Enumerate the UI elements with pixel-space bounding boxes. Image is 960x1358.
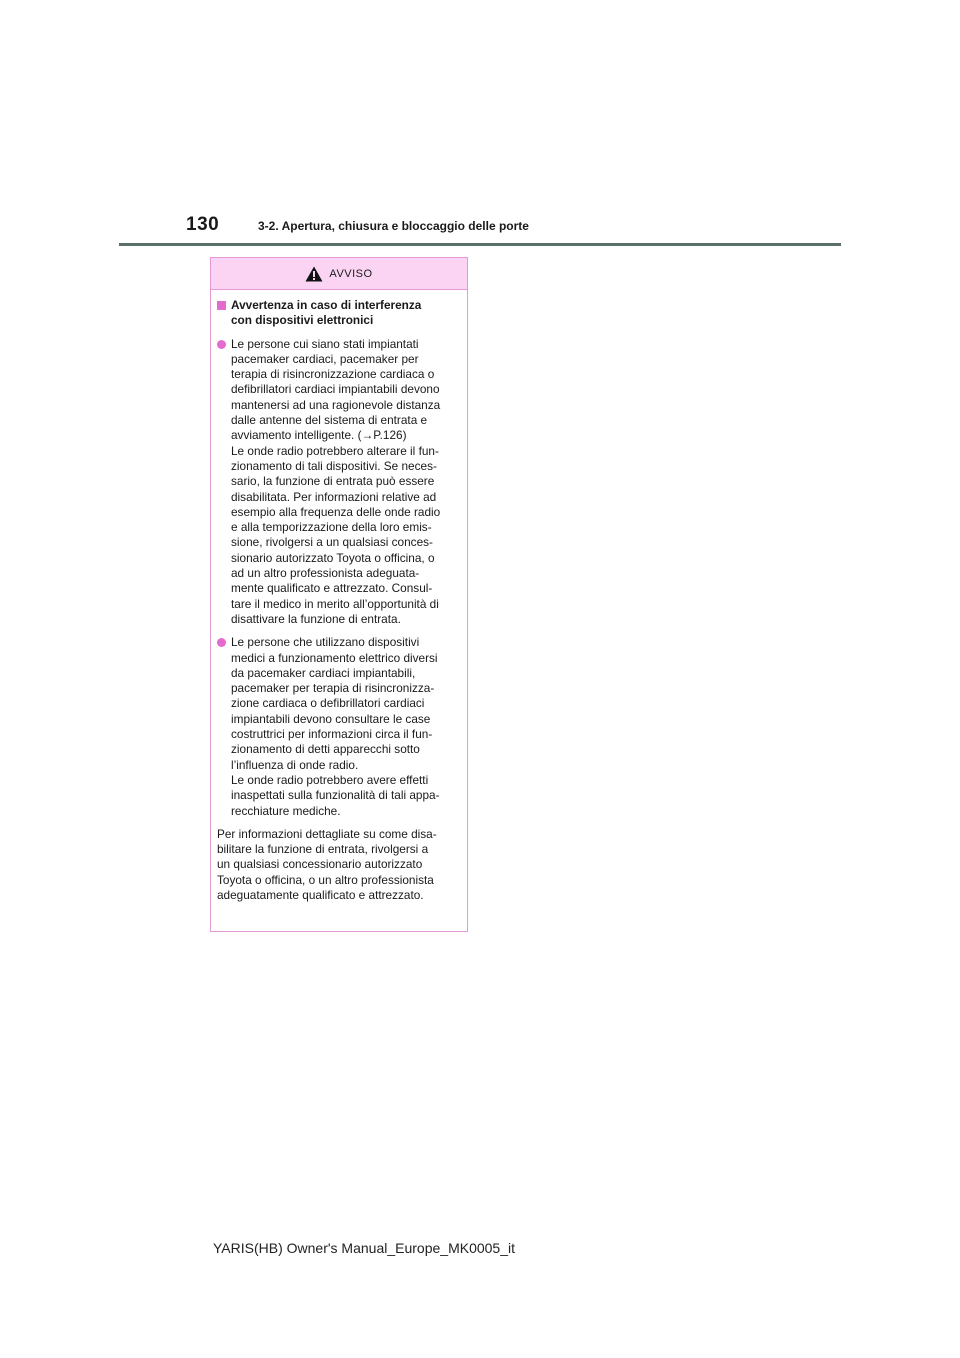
warning-body: [211, 290, 467, 903]
warning-sub-heading: [217, 298, 457, 329]
sub-heading-line-2: con dispositivi elettronici: [231, 313, 374, 328]
header-divider: [119, 243, 841, 246]
warning-box: [210, 257, 468, 932]
circle-bullet-icon: [217, 638, 226, 647]
list-item: [217, 337, 457, 628]
bullet-text-2: Le persone che utilizzano dispositivi medici a funzionamento elettrico diversi da pacemaker cardiaci impiantabili, pacemaker per terapia di risincronizza- zione cardiaca o defibrillatori cardiaci impiantabili devono consultare le case costruttrici per informazioni circa il fun- zionamento di detti apparecchi sotto l’influenza di onde radio. Le onde radio potrebbero avere effetti inaspettati sulla funzionalità di tali appa- recchiature mediche.: [231, 635, 440, 818]
warning-label: AVVISO: [329, 267, 373, 280]
footer-text: YARIS(HB) Owner's Manual_Europe_MK0005_it: [213, 1240, 515, 1256]
closing-paragraph: Per informazioni dettagliate su come disa- bilitare la funzione di entrata, rivolgersi a un qualsiasi concessionario autorizzato Toyota o officina, o un altro professionista adeguatamente qualificato e attrezzato.: [217, 826, 437, 902]
list-item: [217, 635, 457, 819]
section-title: 3-2. Apertura, chiusura e bloccaggio delle porte: [258, 219, 529, 233]
circle-bullet-icon: [217, 340, 226, 349]
bullet-text-1: Le persone cui siano stati impiantati pacemaker cardiaci, pacemaker per terapia di risincronizzazione cardiaca o defibrillatori cardiaci impiantabili devono mantenersi ad una ragionevole distanza dalle antenne del sistema di entrata e avviamento intelligente. (→P.126) Le onde radio potrebbero alterare il fun- zionamento di tali dispositivi. Se neces- sario, la funzione di entrata può essere disabilitata. Per informazioni relative ad esempio alla frequenza delle onde radio e alla temporizzazione della loro emis- sione, rivolgersi a un qualsiasi conces- sionario autorizzato Toyota o officina, o ad un altro professionista adeguata- mente qualificato e attrezzato. Consul- tare il medico in merito all’opportunità di disattivare la funzione di entrata.: [231, 336, 441, 626]
sub-heading-line-1: Avvertenza in caso di interferenza: [231, 298, 422, 312]
square-bullet-icon: [217, 301, 226, 310]
warning-header: [211, 258, 467, 290]
warning-triangle-icon: [305, 266, 323, 282]
page-number: 130: [186, 214, 220, 235]
